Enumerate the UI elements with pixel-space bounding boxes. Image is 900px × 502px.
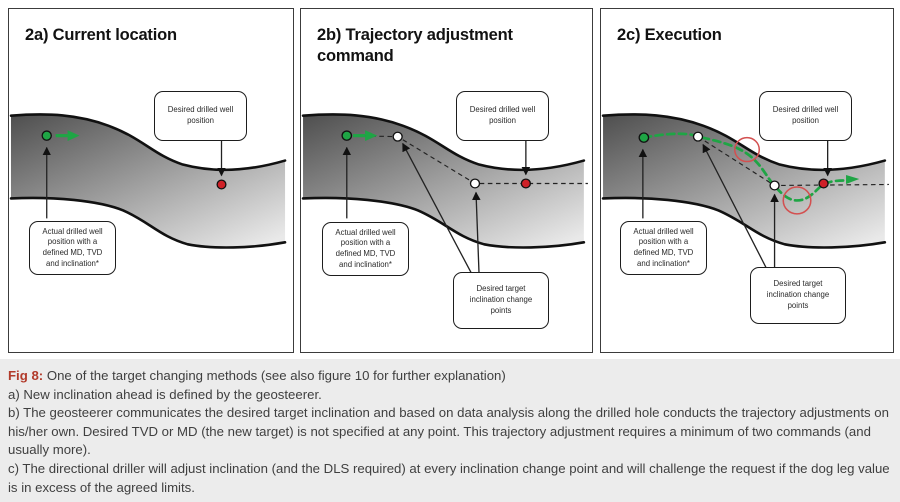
figure-caption [0,359,900,502]
panel-2c-title: 2c) Execution [617,26,722,44]
change-points-callout: Desired target inclination change points [453,272,549,329]
target-position-dot [819,179,828,188]
caption-intro-line [8,367,896,386]
inclination-change-point-1-dot [694,132,703,141]
actual-position-callout: Actual drilled well position with a defined MD, TVD and inclination* [620,221,707,275]
caption-item-b: b) The geosteerer communicates the desired target inclination and based on data analysis along the drilled hole conducts the trajectory adjustments on his/her own. Desired TVD or MD (the new target) is not specified at any point. This trajectory adjustment requires a minimum of two commands (and usually more). [8,405,889,458]
panel-2a [8,8,294,353]
inclination-change-point-2-dot [770,181,779,190]
panel-2b-title: 2b) Trajectory adjustment command [317,26,513,65]
panel-2b [300,8,593,353]
target-position-dot [217,180,226,189]
actual-position-callout: Actual drilled well position with a defined MD, TVD and inclination* [322,222,409,276]
panel-2c-drawing [601,9,893,352]
current-position-dot [342,131,351,140]
inclination-change-point-1-dot [393,132,402,141]
current-position-dot [42,131,51,140]
panel-2c [600,8,894,353]
desired-position-callout: Desired drilled well position [759,91,852,141]
panel-2a-title: 2a) Current location [25,26,177,44]
panel-2a-drawing [9,9,293,352]
figure-number-label: Fig 8: [8,368,44,383]
target-position-dot [521,179,530,188]
change-points-callout: Desired target inclination change points [750,267,846,324]
actual-position-callout: Actual drilled well position with a defined MD, TVD and inclination* [29,221,116,275]
inclination-change-point-2-dot [471,179,480,188]
caption-item-a: a) New inclination ahead is defined by the geosteerer. [8,386,322,402]
caption-item-c: c) The directional driller will adjust inclination (and the DLS required) at every inclination change point and will challenge the request if the dog leg value is in excess of the agreed limits. [8,460,890,495]
desired-position-callout: Desired drilled well position [456,91,549,141]
desired-position-callout: Desired drilled well position [154,91,247,141]
current-position-dot [639,133,648,142]
caption-intro-text: One of the target changing methods (see also figure 10 for further explanation) [46,368,506,383]
